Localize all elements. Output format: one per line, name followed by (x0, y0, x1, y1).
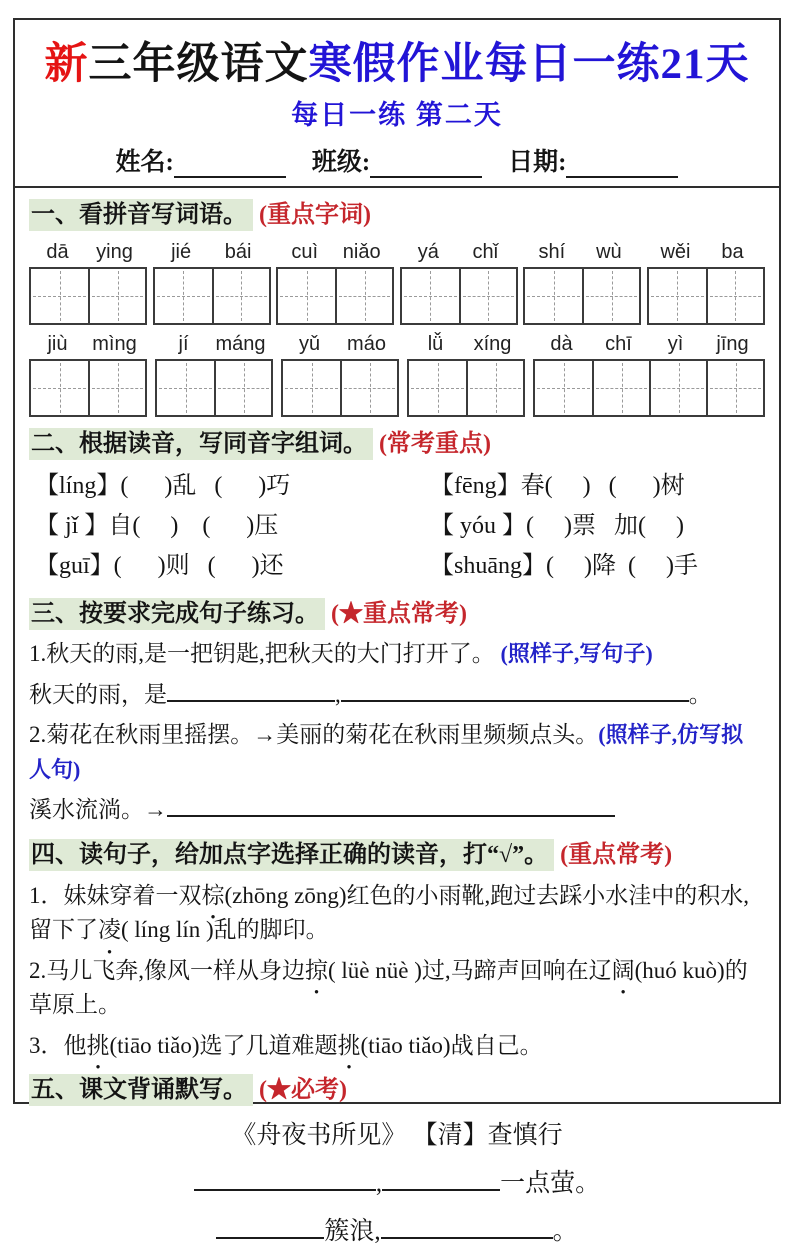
pinyin-labels (647, 241, 765, 264)
example-sentence: 1.秋天的雨,是一把钥匙,把秋天的大门打开了。 (29, 641, 495, 667)
word-group (407, 333, 525, 417)
character-writing-box (706, 269, 763, 323)
title-part-new: 新 (44, 41, 89, 88)
character-writing-box (649, 269, 706, 323)
section5-tag: (★必考) (259, 1077, 347, 1104)
sentence-text: ( líng lín )乱的脚印。 (121, 917, 329, 943)
poem-text: 一点萤。 (500, 1169, 601, 1197)
writing-boxes (400, 267, 518, 325)
period: 。 (688, 681, 712, 707)
character-writing-box (340, 361, 397, 415)
pronunciation-sentence (29, 1029, 765, 1064)
worksheet-page (13, 18, 781, 1245)
writing-boxes (533, 359, 765, 417)
writing-boxes (276, 267, 394, 325)
writing-boxes (523, 267, 641, 325)
sentence-answer-line (29, 793, 765, 828)
homophone-item: 【fēng】春( ) ( )树 (430, 472, 685, 499)
dotted-character: 挑 ● (338, 1029, 361, 1064)
word-group (400, 241, 518, 325)
comma: , (375, 1169, 383, 1197)
word-group (647, 241, 765, 325)
pinyin-syllable: yá (417, 240, 439, 263)
character-writing-box (535, 361, 592, 415)
poem-blank (216, 1214, 324, 1239)
date-field (508, 142, 678, 178)
writing-boxes (281, 359, 399, 417)
pinyin-syllable: niǎo (342, 240, 381, 263)
section4-tag: (重点常考) (560, 841, 673, 868)
title-part-grade: 三年级语文 (88, 41, 309, 88)
character-writing-box (157, 361, 214, 415)
character-writing-box (525, 269, 582, 323)
poem-recitation (29, 1116, 765, 1252)
pinyin-row (29, 333, 765, 417)
character-writing-box (278, 269, 335, 323)
dotted-character: 挑 ● (87, 1029, 110, 1064)
pinyin-labels (281, 333, 399, 356)
pinyin-labels (523, 241, 641, 264)
pinyin-labels (153, 241, 271, 264)
homophone-item: 【 jǐ 】自( ) ( )压 (35, 512, 279, 539)
sentence-text: (tiāo tiǎo)战自己。 (360, 1032, 543, 1058)
poem-blank (382, 1166, 500, 1191)
period: 。 (552, 1217, 578, 1245)
section2-heading (29, 427, 765, 462)
sentence-answer-line (29, 678, 765, 713)
poem-title: 《舟夜书所见》 【清】查慎行 (231, 1121, 563, 1149)
comma: , (335, 681, 341, 707)
title-part-homework: 寒假作业每日一练21天 (308, 41, 750, 88)
homophone-item: 【guī】( )则 ( )还 (35, 553, 284, 580)
pinyin-syllable: cuì (291, 240, 319, 263)
section4-heading-text: 四、读句子，给加点字选择正确的读音，打“√”。 (29, 839, 554, 871)
date-label: 日期: (508, 149, 567, 176)
pinyin-row (29, 241, 765, 325)
section4-heading (29, 838, 765, 873)
homophone-item: 【shuāng】( )降 ( )手 (430, 553, 698, 580)
pinyin-labels (400, 241, 518, 264)
header-divider (15, 186, 779, 188)
pinyin-syllable: dà (550, 332, 573, 355)
word-group (153, 241, 271, 325)
character-writing-box (335, 269, 392, 323)
class-blank (370, 153, 482, 178)
pinyin-syllable: shí (538, 240, 566, 263)
name-blank (174, 153, 286, 178)
dotted-character: 棕 ● (202, 879, 225, 914)
pinyin-syllable: jiù (47, 332, 68, 355)
writing-boxes (29, 267, 147, 325)
pinyin-labels (533, 333, 765, 356)
dotted-character: 掠 ● (305, 954, 328, 989)
character-writing-box (88, 361, 145, 415)
sentence-text: 2.马儿飞奔,像风一样从身边 (29, 957, 305, 983)
pinyin-syllable: mìng (92, 332, 137, 355)
pinyin-labels (407, 333, 525, 356)
poem-blank (381, 1214, 553, 1239)
sentence-text: (tiāo tiǎo)选了几道难题 (109, 1032, 338, 1058)
section1-heading-text: 一、看拼音写词语。 (29, 199, 253, 231)
character-writing-box (402, 269, 459, 323)
character-writing-box (31, 361, 88, 415)
character-writing-box (214, 361, 271, 415)
dotted-character: 凌 ● (98, 913, 121, 948)
answer-prefix: 秋天的雨，是 (29, 681, 167, 707)
dotted-character: 阔 ● (612, 954, 635, 989)
writing-boxes (29, 359, 147, 417)
answer-blank (341, 679, 689, 702)
section3-heading (29, 597, 765, 632)
sentence-text: ( lüè nüè )过,马蹄声回响在辽 (328, 957, 612, 983)
pinyin-syllable: xíng (473, 332, 512, 355)
writing-boxes (407, 359, 525, 417)
class-label: 班级: (311, 149, 371, 176)
pronunciation-exercise (29, 879, 765, 1064)
section3-tag: (★重点常考) (331, 600, 467, 627)
word-group (276, 241, 394, 325)
answer-blank (167, 794, 615, 817)
pinyin-syllable: lǚ (427, 332, 444, 355)
section2-heading-text: 二、根据读音，写同音字组词。 (29, 428, 373, 460)
sentence-text: 1．妹妹穿着一双 (29, 882, 202, 908)
pinyin-labels (155, 333, 273, 356)
character-writing-box (155, 269, 212, 323)
word-group (533, 333, 765, 417)
pinyin-syllable: ba (721, 240, 744, 263)
section1-heading (29, 198, 765, 233)
writing-boxes (647, 267, 765, 325)
pinyin-syllable: máo (347, 332, 386, 355)
class-field (312, 142, 482, 178)
pinyin-syllable: jí (178, 332, 189, 355)
section5-heading (29, 1073, 765, 1108)
instruction-tag: (照样子,仿写拟人句) (29, 722, 744, 782)
poem-text: 簇浪, (324, 1217, 381, 1245)
sentence-exercise-1 (29, 637, 765, 672)
character-writing-box (31, 269, 88, 323)
character-writing-box (212, 269, 269, 323)
pinyin-syllable: ying (96, 240, 133, 263)
poem-blank (194, 1166, 376, 1191)
pinyin-syllable: máng (215, 332, 266, 355)
word-group (29, 241, 147, 325)
page-subtitle: 每日一练 第二天 (291, 100, 503, 130)
writing-boxes (153, 267, 271, 325)
word-group (29, 333, 147, 417)
section5-heading-text: 五、课文背诵默写。 (29, 1074, 253, 1106)
answer-blank (167, 679, 335, 702)
character-writing-box (582, 269, 639, 323)
sentence-text: (zhōng zōng)红色的小雨靴,跑过去踩小水洼中的积水,留下了 (29, 882, 749, 943)
section1-tag: (重点字词) (259, 202, 371, 228)
pinyin-syllable: jīng (716, 332, 749, 355)
pinyin-syllable: chǐ (472, 240, 499, 263)
word-group (155, 333, 273, 417)
pinyin-syllable: yì (667, 332, 684, 355)
sentence-exercise-2 (29, 718, 765, 787)
character-writing-box (459, 269, 516, 323)
pinyin-writing-grid (29, 241, 765, 417)
section3-heading-text: 三、按要求完成句子练习。 (29, 598, 325, 630)
poem-line-2 (29, 1212, 765, 1252)
pinyin-labels (29, 333, 147, 356)
character-writing-box (88, 269, 145, 323)
pinyin-syllable: jié (171, 240, 192, 263)
sentence-text: (huó kuò)的草原上。 (29, 957, 748, 1018)
page-title (29, 30, 765, 91)
character-writing-box (592, 361, 649, 415)
pinyin-syllable: dā (46, 240, 69, 263)
pinyin-syllable: bái (224, 240, 252, 263)
word-group (523, 241, 641, 325)
instruction-tag: (照样子,写句子) (500, 641, 653, 667)
character-writing-box (706, 361, 763, 415)
name-label: 姓名: (115, 149, 174, 176)
pinyin-labels (276, 241, 394, 264)
pinyin-syllable: yǔ (298, 332, 321, 355)
answer-prefix: 溪水流淌。→ (29, 797, 167, 823)
character-writing-box (409, 361, 466, 415)
homophone-item: 【 yóu 】( )票 加( ) (430, 512, 684, 539)
character-writing-box (649, 361, 706, 415)
pinyin-syllable: wù (596, 240, 622, 263)
character-writing-box (283, 361, 340, 415)
word-group (281, 333, 399, 417)
example-sentence: 2.菊花在秋雨里摇摆。→美丽的菊花在秋雨里频频点头。 (29, 722, 599, 748)
pinyin-syllable: wěi (660, 240, 691, 263)
pronunciation-sentence (29, 879, 765, 948)
pronunciation-sentence (29, 954, 765, 1023)
name-field (116, 142, 286, 178)
homophone-exercise (29, 466, 765, 587)
sentence-text: 3．他 (29, 1032, 87, 1058)
student-info-row (29, 142, 765, 178)
character-writing-box (466, 361, 523, 415)
pinyin-syllable: chī (605, 332, 632, 355)
date-blank (566, 153, 678, 178)
writing-boxes (155, 359, 273, 417)
poem-line-1 (29, 1164, 765, 1204)
pinyin-labels (29, 241, 147, 264)
section2-tag: (常考重点) (379, 430, 491, 457)
homophone-item: 【líng】( )乱 ( )巧 (35, 472, 291, 499)
